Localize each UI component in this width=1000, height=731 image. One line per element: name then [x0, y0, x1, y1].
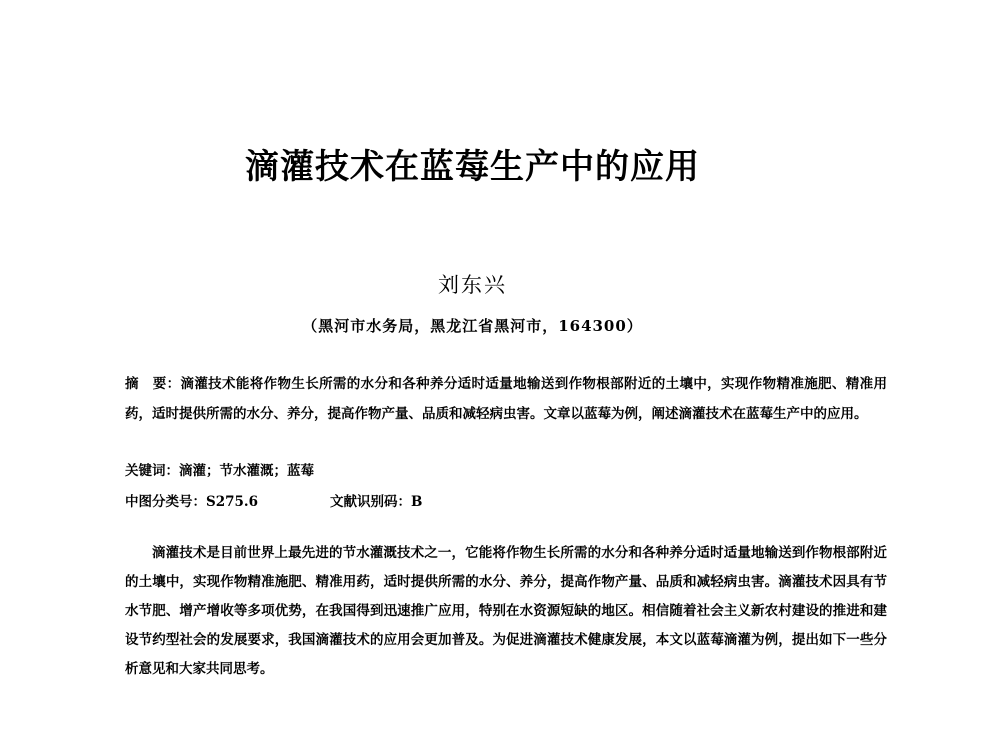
keywords-label: 关键词： — [125, 463, 179, 479]
keywords — [125, 457, 887, 486]
abstract — [125, 370, 887, 429]
classification-line — [125, 488, 887, 517]
doc-code-label: 文献识别码： — [330, 494, 411, 510]
author-affiliation: （黑河市水务局，黑龙江省黑河市，164300） — [302, 317, 643, 335]
doc-code-value: B — [411, 494, 423, 510]
paper-title: 滴灌技术在蓝莓生产中的应用 — [245, 147, 700, 187]
keywords-text: 滴灌；节水灌溉；蓝莓 — [179, 463, 314, 479]
abstract-label: 摘 要： — [125, 376, 181, 392]
body-paragraph: 滴灌技术是目前世界上最先进的节水灌溉技术之一，它能将作物生长所需的水分和各种养分适时适量地输送到作物根部附近的土壤中，实现作物精准施肥、精准用药，适时提供所需的水分、养分，提高作物产量、品质和减轻病虫害。滴灌技术因具有节水节肥、增产增收等多项优势，在我国得到迅速推广应用，特别在水资源短缺的地区。相信随着社会主义新农村建设的推进和建设节约型社会的发展要求，我国滴灌技术的应用会更加普及。为促进滴灌技术健康发展，本文以蓝莓滴灌为例，提出如下一些分析意见和大家共同思考。 — [125, 545, 887, 677]
abstract-text: 滴灌技术能将作物生长所需的水分和各种养分适时适量地输送到作物根部附近的土壤中，实现作物精准施肥、精准用药，适时提供所需的水分、养分，提高作物产量、品质和减轻病虫害。文章以蓝莓为例，阐述滴灌技术在蓝莓生产中的应用。 — [125, 376, 888, 422]
author-name: 刘东兴 — [438, 273, 507, 297]
clc-value: S275.6 — [206, 494, 259, 510]
document-code — [330, 488, 422, 517]
clc-label: 中图分类号： — [125, 494, 206, 510]
